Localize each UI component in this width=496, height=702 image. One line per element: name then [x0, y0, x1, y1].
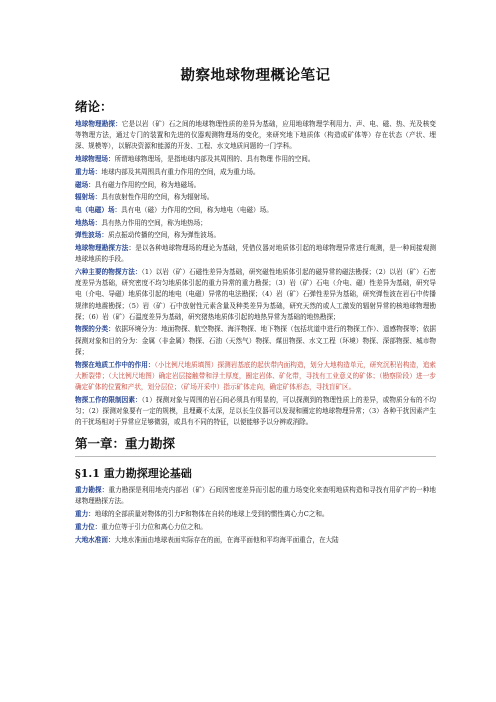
- term: 地球物理勘探方法：: [75, 244, 136, 253]
- term: 磁场：: [75, 180, 95, 189]
- definition: 大地水准面由地球表面实际存在的面，在海平面他和平均海平面重合，在大陆: [114, 535, 339, 544]
- chapter-paragraph: [75, 522, 436, 533]
- intro-paragraph: [75, 324, 436, 358]
- definition: 质点振动传播的空间，称为弹性波场。: [107, 231, 221, 240]
- intro-heading: 绪论：: [75, 99, 113, 114]
- intro-paragraph: [75, 360, 436, 394]
- definition: 具有电（磁）力作用的空间，称为地电（电磁）场。: [121, 205, 273, 214]
- definition: （1）探测对象与周围的岩石间必须具有明显的，可以探测到的物理性质上的差异，或物质分布的不均匀；（2）探测对象要有一定的规模，且埋藏不太深，足以长生仪器可以发现和圈定的地球物理异常；（3）各种干扰因素产生的干扰场相对于异常应足够微弱，或具有不同的特征，以便能够予以分辨或消除。: [75, 395, 436, 427]
- term: 物探工作的限制因素：: [75, 395, 142, 404]
- definition: 所谓地球物理场，是指地球内部及其周围的、具有物理 作用的空间。: [114, 155, 315, 164]
- definition: 具有磁力作用的空间，称为地磁场。: [94, 180, 201, 189]
- definition: 具有热力作用的空间，称为地热场；: [101, 218, 207, 227]
- term: 重力：: [75, 510, 95, 519]
- term: 辐射场：: [75, 193, 102, 202]
- definition: （1）以岩（矿）石磁性差异为基础，研究磁性地质体引起的磁异常的磁法勘探；（2）以岩（矿）石密度差异为基础，研究密度不均匀地质体引起的重力异常的重力勘探；（3）岩（矿）石电（介电、磁）性差异为基础，研究导电（介电、导磁）地质体引起的地电（电磁）异常的电法勘探；（4）岩（矿）石弹性差异为基础，研究弹性波在岩石中传播规律的地震勘探；（5）岩（矿）石中放射性元素含量及种类差异为基础，研究天然的或人工激发的辐射异常的核地球物理勘探；（6）岩（矿）石温度差异为基础，研究猪热地质体引起的地热异常为基础的地热勘探；: [75, 267, 436, 321]
- intro-paragraph: [75, 180, 436, 191]
- term: 大地水准面：: [75, 535, 115, 544]
- definition: 它是以岩（矿）石之间的地球物理性质的差异为基础，应用地球物理学利用力、声、电、磁、热、光及核变等物理方法，通过专门的装置和先进的仪器观测物理场的变化，来研究地下地质体（构造或矿体等）存在状态（产状、埋深、规模等），以解决资源和能源的开发、工程、水文地质问题的一门学科。: [75, 120, 437, 151]
- definition-highlighted: （小比例尺地质填图）探测岩基底的起伏带内面构造，划分大地构造单元，研究沉积岩构造，追索大断裂带；（大比例尺地图）确定岩层接触带和浮土厚度，圈定岩体、矿化带，寻找有工业意义的矿体；（勘察阶段）进一步确定矿体的位置和产状，划分层位；（矿场开采中）指示矿体走向，确定矿体形态，寻找盲矿区。: [75, 360, 437, 391]
- definition: 是以各种地球物理场的理论为基础，凭借仪器对地质体引起的地球物理异常进行观测，是一种间接观测地球地质的手段。: [75, 244, 437, 264]
- intro-paragraph: [75, 167, 436, 178]
- definition: 地球的全部质量对物体的引力F和物体在自转的地球上受到的惯性离心力C之和。: [94, 510, 329, 519]
- section-heading: §1.1 重力勘探理论基础: [75, 467, 192, 481]
- definition: 依据环境分为：地面物探、航空物探、海洋物探、地下物探（包括坑道中进行的物探工作）、遥感物探等；依据探测对象和目的分为：金属（非金属）物探、石油（天然气）物探、煤田物探、水文工程（环境）物探、深部物探、城市物探；: [75, 325, 436, 356]
- definition: 重力位等于引力位和离心力位之和。: [101, 522, 207, 531]
- section-divider: [75, 456, 436, 457]
- term: 电（电磁）场：: [75, 205, 122, 214]
- chapter-paragraph: [75, 485, 436, 507]
- term: 物探在地质工作中的作用：: [75, 360, 155, 369]
- definition: 具有放射性作用的空间，称为辐射场。: [101, 193, 214, 202]
- term: 弹性波场：: [75, 231, 108, 240]
- intro-paragraph: [75, 205, 436, 216]
- intro-paragraph: [75, 119, 436, 153]
- definition: 地球内部及其周围具有重力作用的空间，成为重力场。: [101, 167, 260, 176]
- term: 重力勘探：: [75, 486, 109, 495]
- term: 重力场：: [75, 167, 102, 176]
- intro-paragraph: [75, 395, 436, 429]
- chapter1-section: [75, 485, 436, 546]
- chapter-paragraph: [75, 509, 436, 520]
- term: 物探的分类：: [75, 325, 115, 334]
- chapter-heading: 第一章：重力勘探: [75, 436, 176, 452]
- document-title: 勘察地球物理概论笔记: [180, 67, 331, 84]
- intro-section: [75, 119, 436, 428]
- intro-paragraph: [75, 154, 436, 165]
- term: 重力位：: [75, 522, 102, 531]
- term: 地球物理场：: [75, 155, 115, 164]
- intro-paragraph: [75, 230, 436, 241]
- definition: 重力勘探是利用地壳内部岩（矿）石间因密度差异而引起的重力场变化来查明地质构造和寻找有用矿产的一种地球物理勘探方法。: [75, 486, 437, 506]
- intro-paragraph: [75, 267, 436, 323]
- term: 地球物理勘探：: [75, 120, 122, 128]
- term: 地热场：: [75, 218, 102, 227]
- chapter-paragraph: [75, 535, 436, 546]
- intro-paragraph: [75, 192, 436, 203]
- intro-paragraph: [75, 243, 436, 265]
- term: 六种主要的物探方法：: [75, 267, 142, 276]
- intro-paragraph: [75, 218, 436, 229]
